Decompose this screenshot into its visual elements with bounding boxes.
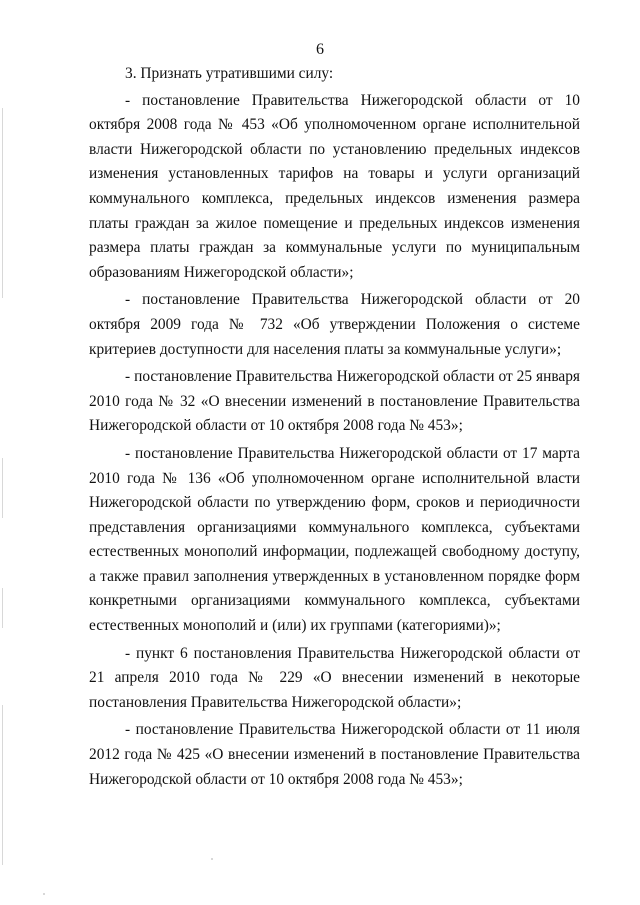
repealed-act-item: - пункт 6 постановления Правительства Нижегородской области от 21 апреля 2010 года № 229 «О внесении изменений в некоторые постановления Правительства Нижегородской области»; bbox=[89, 644, 580, 711]
scan-dot bbox=[211, 858, 213, 860]
section-heading: 3. Признать утратившими силу: bbox=[125, 65, 334, 82]
repealed-act-item: - постановление Правительства Нижегородской области от 20 октября 2009 года № 732 «Об утверждении Положения о системе критериев доступности для населения платы за коммунальные услуги»; bbox=[89, 291, 580, 358]
repealed-act-item: - постановление Правительства Нижегородской области от 25 января 2010 года № 32 «О внесении изменений в постановление Правительства Нижегородской области от 10 октября 2008 года № 453»; bbox=[89, 368, 580, 435]
repealed-act-item: - постановление Правительства Нижегородской области от 10 октября 2008 года № 453 «Об уполномоченном органе исполнительной власти Нижегородской области по установлению предельных индексов изменения установленных тарифов на товары и услуги организаций коммунального комплекса, предельных индексов изменения размера платы граждан за жилое помещение и предельных индексов изменения размера платы граждан за коммунальные услуги по муниципальным образованиям Нижегородской области»; bbox=[89, 91, 580, 281]
page-number: 6 bbox=[316, 41, 324, 58]
scan-edge-mark bbox=[2, 588, 3, 628]
scan-edge-mark bbox=[2, 705, 3, 865]
document-body bbox=[89, 62, 580, 795]
repealed-act-item: - постановление Правительства Нижегородской области от 11 июля 2012 года № 425 «О внесении изменений в постановление Правительства Нижегородской области от 10 октября 2008 года № 453»; bbox=[89, 721, 580, 788]
scan-dot bbox=[43, 893, 45, 895]
repealed-act-item: - постановление Правительства Нижегородской области от 17 марта 2010 года № 136 «Об уполномоченном органе исполнительной власти Нижегородской области по утверждению форм, сроков и периодичности представления организациями коммунального комплекса, субъектами естественных монополий информации, подлежащей свободному доступу, а также правил заполнения утвержденных в установленном порядке форм конкретными организациями коммунального комплекса, субъектами естественных монополий и (или) их группами (категориями)»; bbox=[89, 444, 580, 635]
scan-edge-mark bbox=[2, 108, 3, 298]
scan-edge-mark bbox=[2, 458, 3, 518]
